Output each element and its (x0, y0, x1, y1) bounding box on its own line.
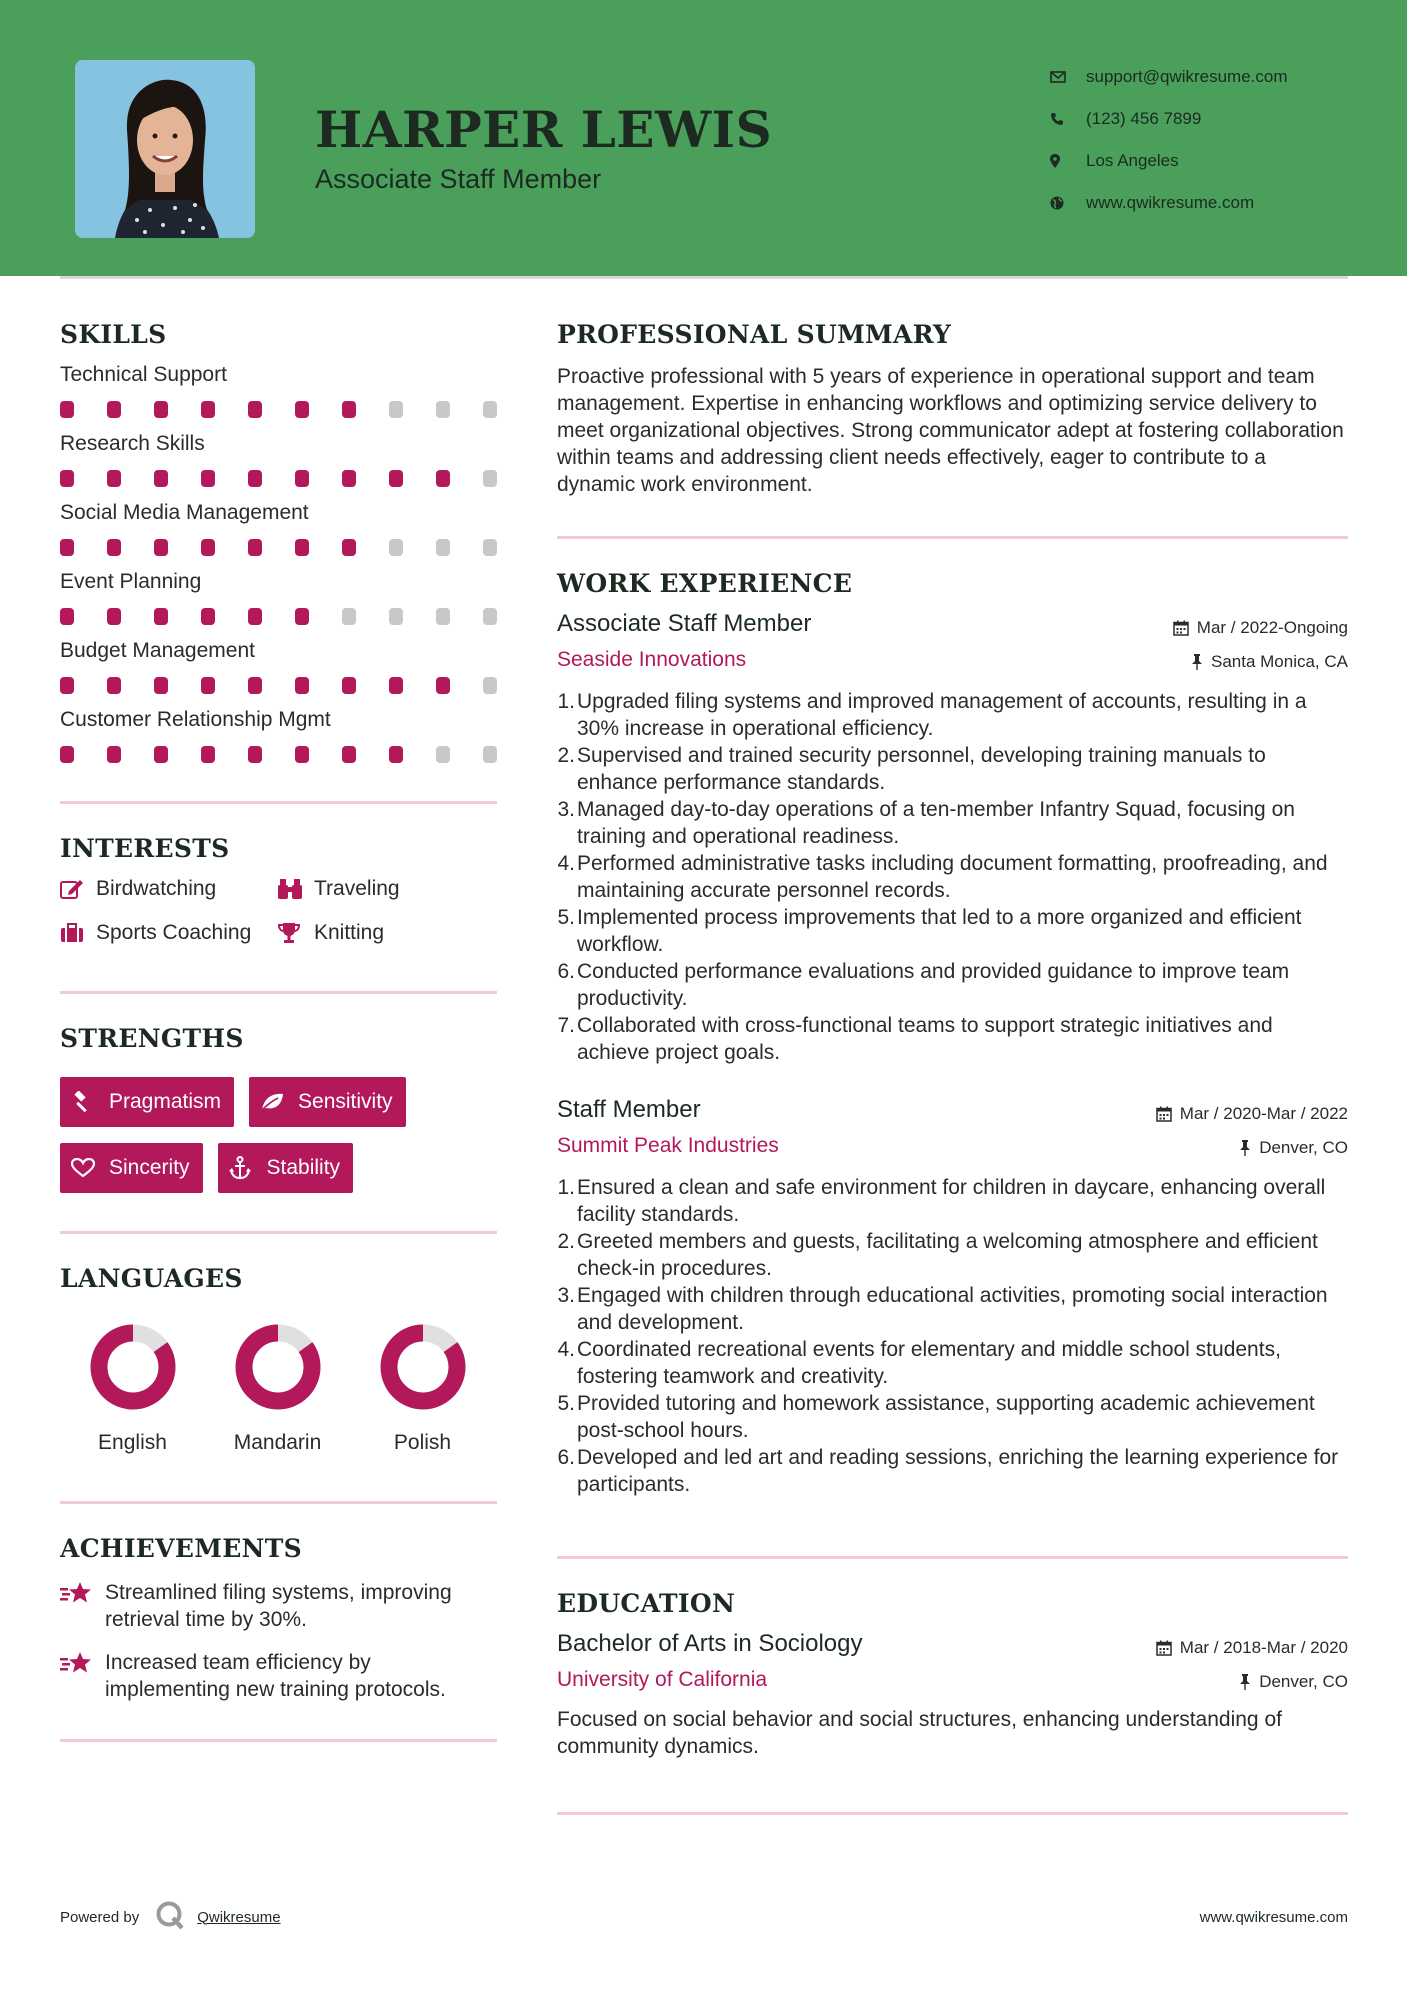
skill-name: Research Skills (60, 432, 205, 455)
contact-phone-text: (123) 456 7899 (1086, 109, 1202, 128)
skill-dot-filled (248, 746, 262, 763)
skill-item (60, 432, 497, 487)
skill-rating (60, 608, 497, 625)
strengths-section (60, 1024, 497, 1193)
experience-section (557, 569, 1348, 1498)
achievement-item (60, 1579, 497, 1633)
skill-dot-filled (60, 401, 74, 418)
skills-section (60, 320, 497, 763)
skill-name: Technical Support (60, 363, 227, 386)
skill-dot-filled (342, 746, 356, 763)
interest-item (278, 921, 478, 945)
job-header (557, 610, 1348, 638)
skill-dot-empty (436, 608, 450, 625)
job-bullet: 7. Collaborated with cross-functional teams to support strategic initiatives and achieve project goals. (557, 1014, 1273, 1064)
candidate-name: HARPER LEWIS (315, 100, 773, 159)
skill-dot-empty (483, 470, 497, 487)
interest-label: Knitting (314, 921, 385, 944)
summary-text: Proactive professional with 5 years of experience in operational support and team management. Expertise in enhancing workflows and optimizing service delivery to meet organizational objectives. Strong communicator adept at fostering collaboration within teams and addressing client needs effectively, eager to contribute to a dynamic work environment. (557, 365, 1344, 496)
section-divider (557, 1812, 1348, 1815)
skill-dot-filled (107, 746, 121, 763)
skill-dot-empty (483, 539, 497, 556)
skill-dot-filled (342, 470, 356, 487)
skill-dot-empty (483, 608, 497, 625)
pencil-square-icon (60, 879, 96, 899)
language-level-ring (234, 1323, 322, 1411)
skill-name: Event Planning (60, 570, 202, 593)
skill-item (60, 570, 497, 625)
profile-photo (75, 60, 255, 238)
candidate-role: Associate Staff Member (315, 164, 602, 194)
education-location-text: Denver, CO (1259, 1672, 1348, 1691)
contact-website[interactable] (1050, 182, 1288, 224)
skill-dot-filled (295, 677, 309, 694)
heart-icon (71, 1158, 109, 1178)
brand-link[interactable]: Qwikresume (197, 1908, 281, 1926)
interest-item (278, 877, 478, 901)
skill-rating (60, 677, 497, 694)
skill-dot-filled (342, 401, 356, 418)
skill-dot-filled (248, 677, 262, 694)
education-school: University of California (557, 1668, 768, 1691)
job-location (1239, 1138, 1348, 1158)
globe-icon (1050, 196, 1086, 210)
job-subheader (557, 648, 1348, 672)
leaf-icon (260, 1092, 298, 1112)
skill-item (60, 639, 497, 694)
achievement-text: Increased team efficiency by implementing new training protocols. (105, 1651, 446, 1701)
strength-tag (249, 1077, 406, 1127)
job-entry (557, 1096, 1348, 1498)
interest-item (60, 921, 278, 945)
skill-dot-filled (107, 539, 121, 556)
skill-rating (60, 746, 497, 763)
skill-dot-filled (295, 401, 309, 418)
skill-dot-empty (342, 608, 356, 625)
pushpin-icon (1239, 1140, 1251, 1156)
job-date-text: Mar / 2022-Ongoing (1196, 618, 1348, 637)
job-date (1156, 1104, 1348, 1124)
skill-dot-filled (342, 539, 356, 556)
skill-dot-filled (107, 677, 121, 694)
language-name: Mandarin (233, 1431, 322, 1454)
section-divider (60, 1501, 497, 1504)
skill-dot-filled (295, 746, 309, 763)
job-location-text: Santa Monica, CA (1210, 652, 1348, 671)
education-header (557, 1630, 1348, 1658)
job-bullet: 3. Managed day-to-day operations of a ten-member Infantry Squad, focusing on training and operational readiness. (557, 798, 1295, 848)
languages-list (60, 1323, 497, 1455)
section-divider (60, 1231, 497, 1234)
job-date (1173, 618, 1348, 638)
education-location (1239, 1672, 1348, 1692)
right-column (557, 320, 1348, 1815)
skill-dot-filled (436, 470, 450, 487)
skill-rating (60, 539, 497, 556)
skill-rating (60, 401, 497, 418)
skill-dot-filled (154, 608, 168, 625)
binoculars-icon (278, 878, 314, 900)
contact-website-text: www.qwikresume.com (1086, 193, 1255, 212)
skill-dot-filled (154, 470, 168, 487)
section-divider (557, 1556, 1348, 1559)
job-bullet: 5. Provided tutoring and homework assistance, supporting academic achievement post-school hours. (557, 1392, 1315, 1442)
header-divider (60, 276, 1348, 279)
skill-dot-empty (436, 746, 450, 763)
section-divider (557, 536, 1348, 539)
skill-dot-empty (436, 401, 450, 418)
skill-rating (60, 470, 497, 487)
job-bullet: 4. Coordinated recreational events for elementary and middle school students, fostering teamwork and creativity. (557, 1338, 1281, 1388)
strengths-list (60, 1077, 497, 1193)
strength-label: Sensitivity (298, 1090, 393, 1113)
skill-dot-filled (107, 470, 121, 487)
gavel-icon (71, 1091, 109, 1113)
skill-dot-filled (154, 746, 168, 763)
section-divider (60, 801, 497, 804)
language-name: English (98, 1431, 167, 1454)
strengths-title: STRENGTHS (60, 1024, 244, 1053)
education-title: EDUCATION (557, 1589, 736, 1618)
education-degree: Bachelor of Arts in Sociology (557, 1630, 863, 1657)
job-location (1191, 652, 1348, 672)
interest-label: Birdwatching (96, 877, 217, 900)
strength-tag (218, 1143, 354, 1193)
interests-list (60, 877, 497, 945)
contact-phone[interactable] (1050, 98, 1288, 140)
languages-title: LANGUAGES (60, 1264, 243, 1293)
skill-dot-filled (60, 470, 74, 487)
job-title: Associate Staff Member (557, 610, 812, 637)
anchor-icon (229, 1156, 267, 1180)
skill-dot-filled (201, 677, 215, 694)
language-item (350, 1323, 495, 1455)
star-icon (60, 1649, 105, 1703)
pushpin-icon (1239, 1674, 1251, 1690)
language-level-ring (89, 1323, 177, 1411)
contact-location-text: Los Angeles (1086, 151, 1179, 170)
briefcase-icon (60, 923, 96, 943)
section-divider (60, 991, 497, 994)
contact-location (1050, 140, 1288, 182)
job-company: Summit Peak Industries (557, 1134, 779, 1157)
strength-label: Sincerity (109, 1156, 190, 1179)
skill-dot-empty (483, 401, 497, 418)
skill-dot-filled (107, 401, 121, 418)
job-bullet: 1. Ensured a clean and safe environment for children in daycare, enhancing overall facility standards. (557, 1176, 1326, 1226)
skill-item (60, 501, 497, 556)
qwikresume-logo-icon (155, 1900, 185, 1934)
skills-list (60, 363, 497, 763)
phone-icon (1050, 112, 1086, 126)
summary-section (557, 320, 1348, 498)
job-bullet: 6. Conducted performance evaluations and provided guidance to improve team productivity. (557, 960, 1290, 1010)
skill-dot-filled (154, 539, 168, 556)
job-header (557, 1096, 1348, 1124)
skill-item (60, 363, 497, 418)
skill-dot-filled (436, 677, 450, 694)
languages-section (60, 1264, 497, 1455)
skill-dot-empty (483, 746, 497, 763)
skill-dot-filled (107, 608, 121, 625)
skill-dot-filled (389, 470, 403, 487)
language-item (205, 1323, 350, 1455)
strength-tag (60, 1143, 203, 1193)
skills-title: SKILLS (60, 320, 167, 349)
job-title: Staff Member (557, 1096, 701, 1123)
footer-website[interactable]: www.qwikresume.com (1199, 1908, 1348, 1926)
skill-dot-filled (154, 401, 168, 418)
trophy-icon (278, 922, 314, 944)
calendar-icon (1156, 1106, 1172, 1122)
calendar-icon (1156, 1640, 1172, 1656)
skill-dot-filled (342, 677, 356, 694)
achievement-item (60, 1649, 497, 1703)
education-subheader (557, 1668, 1348, 1692)
job-subheader (557, 1134, 1348, 1158)
footer (60, 1900, 1348, 1934)
achievements-title: ACHIEVEMENTS (60, 1534, 302, 1563)
skill-name: Customer Relationship Mgmt (60, 708, 331, 731)
skill-dot-filled (60, 746, 74, 763)
skill-dot-filled (295, 539, 309, 556)
contact-email-text: support@qwikresume.com (1086, 67, 1288, 86)
skill-dot-filled (248, 401, 262, 418)
skill-dot-filled (248, 539, 262, 556)
language-name: Polish (393, 1431, 452, 1454)
job-bullet: 6. Developed and led art and reading sessions, enriching the learning experience for participants. (557, 1446, 1339, 1496)
skill-dot-filled (60, 677, 74, 694)
skill-dot-filled (295, 470, 309, 487)
achievements-list (60, 1579, 497, 1703)
skill-dot-filled (201, 470, 215, 487)
education-date (1156, 1638, 1348, 1658)
job-entry (557, 610, 1348, 1066)
skill-dot-filled (60, 539, 74, 556)
skill-dot-filled (248, 470, 262, 487)
job-bullet: 4. Performed administrative tasks including document formatting, proofreading, and maintaining accurate personnel records. (557, 852, 1328, 902)
skill-dot-filled (201, 608, 215, 625)
interest-label: Sports Coaching (96, 921, 252, 944)
skill-dot-filled (201, 746, 215, 763)
skill-dot-empty (436, 539, 450, 556)
left-column (60, 320, 497, 1742)
skill-dot-filled (154, 677, 168, 694)
skill-name: Social Media Management (60, 501, 309, 524)
strength-label: Pragmatism (109, 1090, 222, 1113)
skill-dot-filled (295, 608, 309, 625)
job-company: Seaside Innovations (557, 648, 747, 671)
star-icon (60, 1579, 105, 1633)
section-divider (60, 1739, 497, 1742)
summary-title: PROFESSIONAL SUMMARY (557, 320, 952, 349)
powered-by (60, 1900, 281, 1934)
skill-dot-filled (248, 608, 262, 625)
job-date-text: Mar / 2020-Mar / 2022 (1179, 1104, 1348, 1123)
powered-by-text: Powered by (60, 1908, 140, 1926)
contact-list (1050, 56, 1288, 224)
skill-dot-filled (60, 608, 74, 625)
education-description: Focused on social behavior and social structures, enhancing understanding of community dynamics. (557, 1708, 1282, 1758)
skill-dot-filled (389, 746, 403, 763)
language-level-ring (379, 1323, 467, 1411)
interests-title: INTERESTS (60, 834, 230, 863)
skill-dot-empty (389, 608, 403, 625)
job-bullets (557, 688, 1348, 1066)
envelope-icon (1050, 71, 1086, 83)
map-marker-icon (1050, 154, 1086, 168)
calendar-icon (1173, 620, 1189, 636)
interest-item (60, 877, 278, 901)
education-date-text: Mar / 2018-Mar / 2020 (1179, 1638, 1348, 1657)
job-bullet: 3. Engaged with children through educational activities, promoting social interaction and development. (557, 1284, 1328, 1334)
interest-label: Traveling (314, 877, 400, 900)
skill-dot-filled (201, 401, 215, 418)
contact-email[interactable] (1050, 56, 1288, 98)
strength-tag (60, 1077, 234, 1127)
pushpin-icon (1191, 654, 1203, 670)
education-section (557, 1589, 1348, 1760)
achievements-section (60, 1534, 497, 1703)
job-bullet: 1. Upgraded filing systems and improved management of accounts, resulting in a 30% increase in operational efficiency. (557, 690, 1307, 740)
skill-dot-empty (389, 401, 403, 418)
interests-section (60, 834, 497, 945)
job-bullet: 2. Greeted members and guests, facilitating a welcoming atmosphere and efficient check-in procedures. (557, 1230, 1318, 1280)
job-bullet: 5. Implemented process improvements that led to a more organized and efficient workflow. (557, 906, 1302, 956)
job-location-text: Denver, CO (1259, 1138, 1348, 1157)
achievement-text: Streamlined filing systems, improving retrieval time by 30%. (105, 1581, 452, 1631)
job-bullets (557, 1174, 1348, 1498)
skill-dot-empty (389, 539, 403, 556)
skill-dot-filled (389, 677, 403, 694)
strength-label: Stability (266, 1156, 341, 1179)
skill-item (60, 708, 497, 763)
experience-title: WORK EXPERIENCE (557, 569, 853, 598)
resume-header (0, 0, 1407, 276)
language-item (60, 1323, 205, 1455)
skill-dot-filled (201, 539, 215, 556)
skill-name: Budget Management (60, 639, 255, 662)
job-bullet: 2. Supervised and trained security personnel, developing training manuals to enhance performance standards. (557, 744, 1266, 794)
skill-dot-empty (483, 677, 497, 694)
